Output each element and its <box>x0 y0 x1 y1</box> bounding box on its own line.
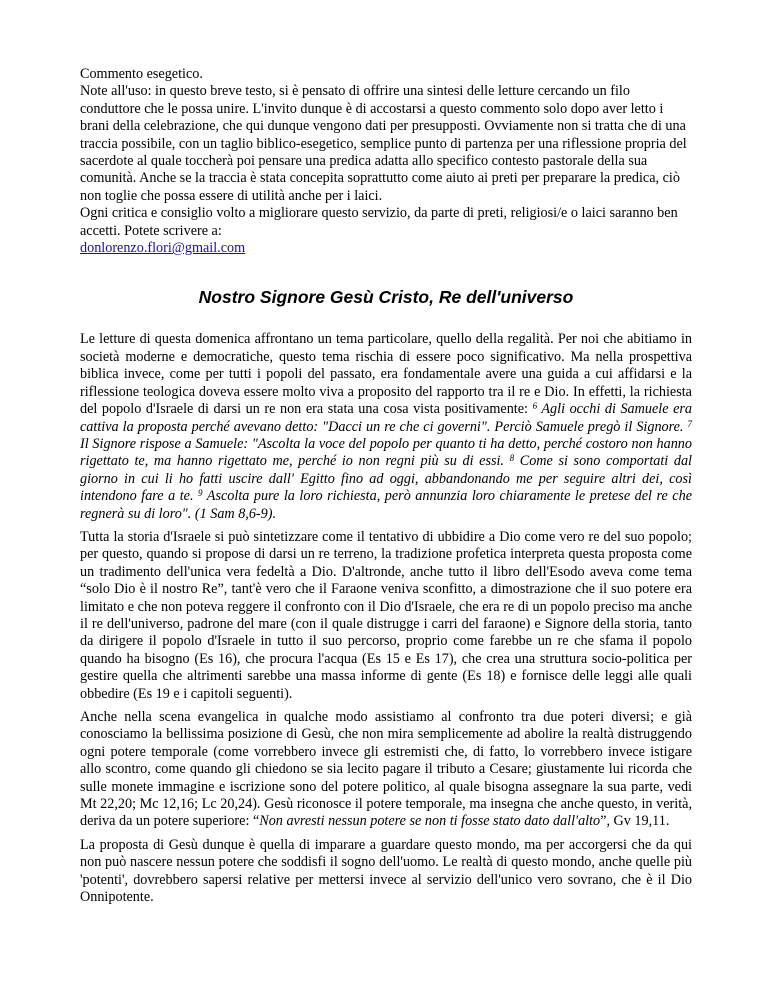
email-line <box>80 240 692 257</box>
paragraph-3-text: Anche nella scena evangelica in qualche modo assistiamo al confronto tra due poteri diversi; e già conosciamo la bellissima posizione di Gesù, che non mira semplicemente ad abolire la realtà distruggendo ogni potere temporale (come vorrebbero invece gli estremisti che, di fatto, lo vorrebbero invece istigare allo scontro, come quando gli chiedono se sia lecito pagare il tributo a Cesare; giustamente lui ricorda che sulle monete immagine e iscrizione sono del potere politico, al quale bisogna assegnare la sua parte, vedi Mt 22,20; Mc 12,16; Lc 20,24). Gesù riconosce il potere temporale, ma insegna che anche questo, in verità, deriva da un potere superiore: “ <box>80 709 692 830</box>
quote-verse-8: Come si sono comportati dal giorno in cui li ho fatti uscire dall' Egitto fino ad oggi, abbandonando me per seguire altri dei, così intendono fare a te. <box>80 453 692 505</box>
verse-number: 7 <box>687 418 692 429</box>
intro-heading: Commento esegetico. <box>80 66 203 82</box>
paragraph-3 <box>80 709 692 831</box>
paragraph-2: Tutta la storia d'Israele si può sintetizzare come il tentativo di ubbidire a Dio come vero re del suo popolo; per questo, quando si propose di darsi un re terreno, la tradizione profetica interpreta questa proposta come un tradimento dell'unica vera fedeltà a Dio. D'altronde, anche tutto il libro dell'Esodo aveva come tema “solo Dio è il nostro Re”, tant'è vero che il Faraone veniva sconfitto, a dimostrazione che il suo potere era limitato e che non poteva reggere il confronto con il Dio d'Israele, che era re di un popolo preciso ma anche il re dell'universo, padrone del mare (con il quale distrugge i carri del faraone) e Signore della storia, tanto da dirigere il popolo d'Israele in tutto il suo percorso, proprio come farebbe un re che sfama il popolo quando ha bisogno (Es 16), che procura l'acqua (Es 15 e Es 17), che crea una struttura socio-politica per gestire quella che altrimenti sarebbe una massa informe di gente (Es 18) e fornisce delle leggi alle quali obbedire (Es 19 e i capitoli seguenti). <box>80 528 692 702</box>
paragraph-4: La proposta di Gesù dunque è quella di imparare a guardare questo mondo, ma per accorgersi che da qui non può nascere nessun potere che soddisfi il sogno dell'uomo. Le realtà di questo mondo, anche quelle più 'potenti', dovrebbero sapersi relative per mettersi invece al servizio dell'unico vero sovrano, che è il Dio Onnipotente. <box>80 836 692 906</box>
verse-number: 9 <box>198 488 203 499</box>
quote-verse-7: Il Signore rispose a Samuele: "Ascolta la voce del popolo per quanto ti ha detto, perché costoro non hanno rigettato te, ma hanno rigettato me, perché io non regni più su di essi. <box>80 435 692 470</box>
verse-number: 8 <box>509 453 515 464</box>
verse-number: 6 <box>532 401 538 412</box>
usage-note: Note all'uso: in questo breve testo, si è pensato di offrire una sintesi delle letture cercando un filo conduttore che le possa unire. L'invito dunque è di accostarsi a questo commento solo dopo aver letto i brani della celebrazione, che qui dunque vengono dati per presupposti. Ovviamente non si tratta che di una traccia possibile, con un taglio biblico-esegetico, semplice punto di partenza per una riflessione propria del sacerdote al quale toccherà poi pensare una predica adatta allo specifico contesto pastorale della sua comunità. Anche se la traccia è stata concepita soprattutto come aiuto ai preti per preparare la predica, ciò non toglie che possa essere di utilità anche per i laici. <box>80 83 687 204</box>
email-link[interactable]: donlorenzo.flori@gmail.com <box>80 240 246 257</box>
commentary-body <box>80 331 692 906</box>
scripture-quote <box>80 401 692 521</box>
paragraph-1 <box>80 331 692 522</box>
quote-verse-9: Ascolta pure la loro richiesta, però annunzia loro chiaramente le pretese del re che regnerà su di loro". (1 Sam 8,6-9). <box>80 488 692 522</box>
page-title: Nostro Signore Gesù Cristo, Re dell'universo <box>198 287 574 308</box>
intro-section <box>80 66 692 257</box>
gospel-quote: Non avresti nessun potere se non ti fosse stato dato dall'alto <box>259 813 601 830</box>
quote-verse-6: Agli occhi di Samuele era cattiva la proposta perché avevano detto: "Dacci un re che ci governi". Perciò Samuele pregò il Signore. <box>80 401 693 435</box>
paragraph-1-text: Le letture di questa domenica affrontano un tema particolare, quello della regalità. Per noi che abitiamo in società moderne e democratiche, questo tema rischia di essere poco significativo. Ma nella prospettiva biblica invece, come per tutti i popoli del passato, era fondamentale avere una guida a cui affidarsi e la riflessione teologica doveva essere molto viva a proposito del rapporto tra il re e Dio. In effetti, la richiesta del popolo d'Israele di darsi un re non era stata una cosa vista positivamente: <box>80 331 692 418</box>
gospel-reference: ”, Gv 19,11. <box>600 813 670 830</box>
document-page <box>80 66 692 912</box>
critique-note: Ogni critica e consiglio volto a migliorare questo servizio, da parte di preti, religiosi/e o laici saranno ben accetti. Potete scrivere a: <box>80 205 678 239</box>
